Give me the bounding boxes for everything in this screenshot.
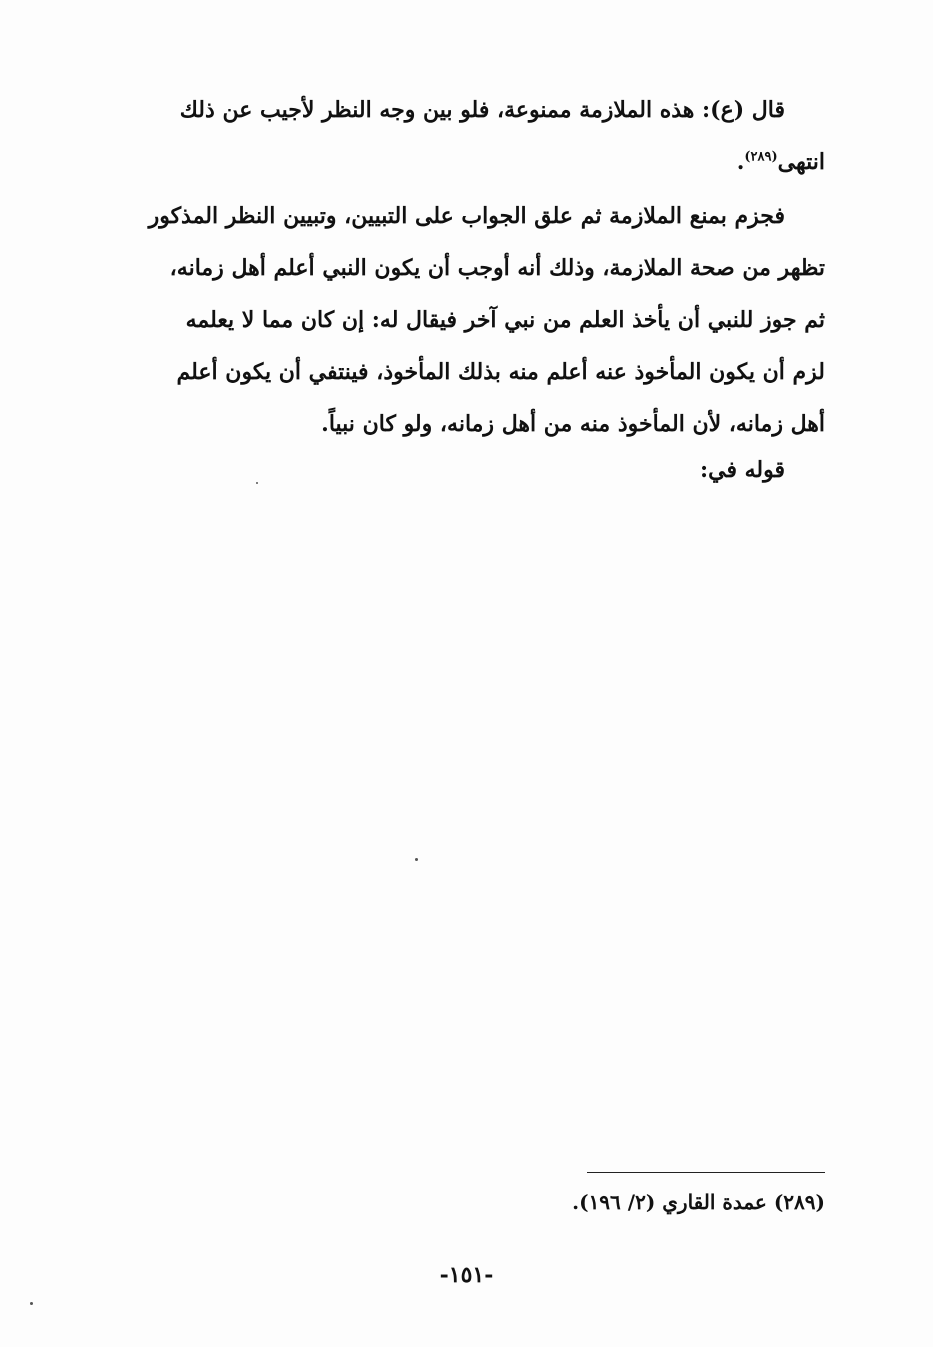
text-line: ثم جوز للنبي أن يأخذ العلم من نبي آخر فيقال له: إن كان مما لا يعلمه <box>185 307 825 333</box>
text-line: قوله في: <box>699 457 785 483</box>
text-segment: انتهى <box>777 149 825 175</box>
scan-speck <box>256 482 258 484</box>
footnote-divider <box>587 1172 825 1173</box>
text-line: لزم أن يكون المأخوذ عنه أعلم منه بذلك المأخوذ، فينتفي أن يكون أعلم <box>176 359 825 385</box>
paragraph-commentary <box>105 190 825 450</box>
text-line: قال (ع): هذه الملازمة ممنوعة، فلو بين وجه النظر لأجيب عن ذلك <box>179 97 785 123</box>
text-line-with-reference <box>105 136 825 188</box>
paragraph-heading <box>105 444 825 496</box>
text-segment: . <box>736 149 745 175</box>
scan-speck <box>30 1302 33 1305</box>
footnote: (٢٨٩) عمدة القاري (٢/ ١٩٦). <box>572 1190 825 1214</box>
text-line: تظهر من صحة الملازمة، وذلك أنه أوجب أن يكون النبي أعلم أهل زمانه، <box>169 255 825 281</box>
scan-speck <box>415 858 418 861</box>
paragraph-quote <box>105 84 825 188</box>
footnote-reference[interactable]: (٢٨٩) <box>744 149 778 165</box>
text-line: فجزم بمنع الملازمة ثم علق الجواب على التبيين، وتبيين النظر المذكور <box>148 203 785 229</box>
text-line: أهل زمانه، لأن المأخوذ منه من أهل زمانه، ولو كان نبياً. <box>321 411 825 437</box>
page-number: -١٥١- <box>439 1262 494 1288</box>
